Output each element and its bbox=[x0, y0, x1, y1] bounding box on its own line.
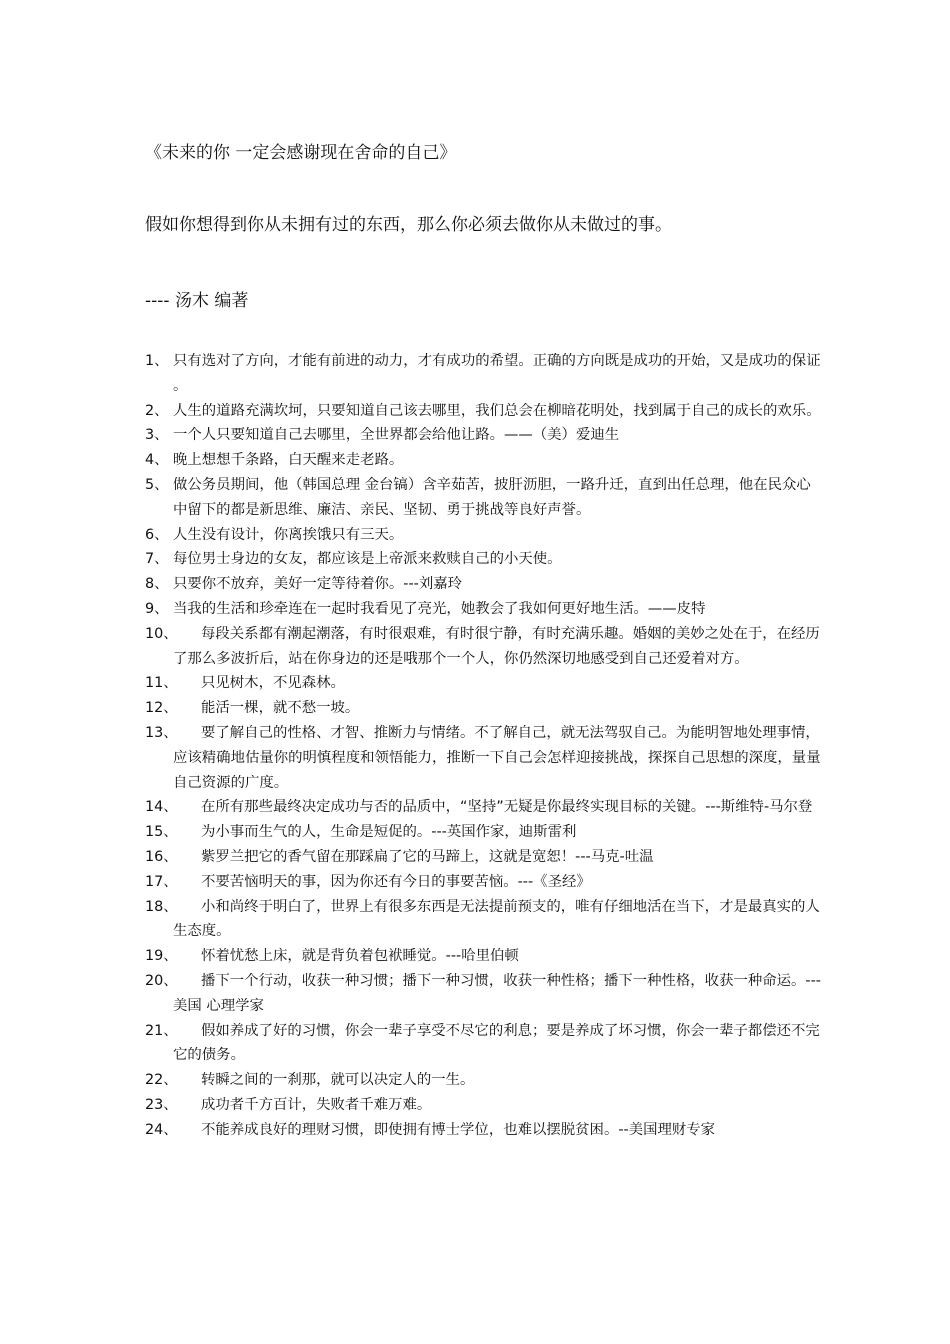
quote-number: 12、 bbox=[145, 700, 178, 717]
quote-number: 11、 bbox=[145, 675, 178, 692]
quote-text: 只要你不放弃，美好一定等待着你。---刘嘉玲 bbox=[173, 576, 463, 593]
quote-item bbox=[145, 523, 825, 548]
quote-number: 14、 bbox=[145, 799, 178, 816]
quote-text: 能活一棵，就不愁一坡。 bbox=[201, 700, 360, 717]
quote-text: 人生的道路充满坎坷，只要知道自己该去哪里，我们总会在柳暗花明处，找到属于自己的成长的欢乐。 bbox=[173, 402, 821, 419]
quote-item bbox=[145, 944, 825, 969]
quote-number: 15、 bbox=[145, 824, 178, 841]
quote-number: 13、 bbox=[145, 724, 178, 741]
quote-text: 假如养成了好的习惯，你会一辈子享受不尽它的利息；要是养成了坏习惯，你会一辈子都偿还不完它的债务。 bbox=[173, 1022, 820, 1064]
quote-item bbox=[145, 1019, 825, 1069]
quote-text: 成功者千方百计，失败者千难万难。 bbox=[201, 1096, 432, 1113]
quote-item bbox=[145, 448, 825, 473]
quote-text: 不要苦恼明天的事，因为你还有今日的事要苦恼。---《圣经》 bbox=[201, 873, 591, 890]
quote-item bbox=[145, 1093, 825, 1118]
quote-item bbox=[145, 597, 825, 622]
quote-item bbox=[145, 721, 825, 795]
quote-item bbox=[145, 423, 825, 448]
quote-item bbox=[145, 1118, 825, 1143]
quote-number: 9、 bbox=[145, 600, 169, 617]
quote-text: 一个人只要知道自己去哪里，全世界都会给他让路。——（美）爱迪生 bbox=[173, 427, 620, 444]
quote-number: 19、 bbox=[145, 948, 178, 965]
quote-text: 只见树木，不见森林。 bbox=[201, 675, 345, 692]
quote-item bbox=[145, 671, 825, 696]
quote-text: 要了解自己的性格、才智、推断力与情绪。不了解自己，就无法驾驭自己。为能明智地处理事情，应该精确地估量你的明慎程度和领悟能力，推断一下自己会怎样迎接挑战，探探自己思想的深度，量量自己资源的广度。 bbox=[173, 724, 821, 791]
epigraph: 假如你想得到你从未拥有过的东西，那么你必须去做你从未做过的事。 bbox=[145, 215, 672, 235]
quote-number: 18、 bbox=[145, 898, 178, 915]
quote-number: 6、 bbox=[145, 526, 169, 543]
quote-text: 人生没有设计，你离挨饿只有三天。 bbox=[173, 526, 404, 543]
quote-item bbox=[145, 349, 825, 399]
quote-text: 为小事而生气的人，生命是短促的。---英国作家，迪斯雷利 bbox=[201, 824, 577, 841]
quote-text: 每段关系都有潮起潮落，有时很艰难，有时很宁静，有时充满乐趣。婚姻的美妙之处在于，在经历了那么多波折后，站在你身边的还是哦那个一个人，你仍然深切地感受到自己还爱着对方。 bbox=[173, 625, 820, 667]
quote-text: 转瞬之间的一刹那，就可以决定人的一生。 bbox=[201, 1072, 475, 1089]
quote-text: 晚上想想千条路，白天醒来走老路。 bbox=[173, 452, 404, 469]
quote-text: 紫罗兰把它的香气留在那踩扁了它的马蹄上，这就是宽恕！---马克-吐温 bbox=[201, 848, 654, 865]
quote-number: 20、 bbox=[145, 972, 178, 989]
quote-item bbox=[145, 622, 825, 672]
quote-item bbox=[145, 969, 825, 1019]
quote-text: 播下一个行动，收获一种习惯；播下一种习惯，收获一种性格；播下一种性格，收获一种命运。---美国 心理学家 bbox=[173, 972, 821, 1014]
quote-item bbox=[145, 895, 825, 945]
quote-number: 3、 bbox=[145, 427, 169, 444]
quote-text: 不能养成良好的理财习惯，即使拥有博士学位，也难以摆脱贫困。--美国理财专家 bbox=[201, 1121, 716, 1138]
quote-item bbox=[145, 795, 825, 820]
quote-item bbox=[145, 696, 825, 721]
quote-item bbox=[145, 1068, 825, 1093]
quote-text: 做公务员期间，他（韩国总理 金台镐）含辛茹苦，披肝沥胆，一路升迁，直到出任总理，他在民众心中留下的都是新思维、廉洁、亲民、坚韧、勇于挑战等良好声誉。 bbox=[173, 476, 811, 518]
quote-text: 每位男士身边的女友，都应该是上帝派来救赎自己的小天使。 bbox=[173, 551, 562, 568]
quote-number: 4、 bbox=[145, 452, 169, 469]
document-title: 《未来的你 一定会感谢现在舍命的自己》 bbox=[145, 143, 457, 163]
quote-text: 在所有那些最终决定成功与否的品质中，“坚持”无疑是你最终实现目标的关键。---斯维特-马尔登 bbox=[201, 799, 813, 816]
quote-number: 24、 bbox=[145, 1121, 178, 1138]
quote-text: 怀着忧愁上床，就是背负着包袱睡觉。---哈里伯顿 bbox=[201, 948, 519, 965]
author-line: ---- 汤木 编著 bbox=[145, 291, 249, 311]
quote-number: 22、 bbox=[145, 1072, 178, 1089]
quote-item bbox=[145, 845, 825, 870]
quote-item bbox=[145, 473, 825, 523]
quote-item bbox=[145, 820, 825, 845]
quote-number: 23、 bbox=[145, 1096, 178, 1113]
quote-item bbox=[145, 870, 825, 895]
quote-number: 5、 bbox=[145, 476, 169, 493]
quote-number: 17、 bbox=[145, 873, 178, 890]
quote-item bbox=[145, 399, 825, 424]
quote-text: 小和尚终于明白了，世界上有很多东西是无法提前预支的，唯有仔细地活在当下，才是最真实的人生态度。 bbox=[173, 898, 820, 940]
quote-number: 8、 bbox=[145, 576, 169, 593]
quote-number: 2、 bbox=[145, 402, 169, 419]
quote-text: 只有选对了方向，才能有前进的动力，才有成功的希望。正确的方向既是成功的开始，又是成功的保证 。 bbox=[173, 353, 821, 394]
quote-list bbox=[145, 349, 825, 1143]
quote-number: 10、 bbox=[145, 625, 178, 642]
quote-text: 当我的生活和珍牵连在一起时我看见了亮光，她教会了我如何更好地生活。——皮特 bbox=[173, 600, 706, 617]
quote-number: 16、 bbox=[145, 848, 178, 865]
quote-item bbox=[145, 547, 825, 572]
quote-item bbox=[145, 572, 825, 597]
quote-number: 1、 bbox=[145, 353, 169, 369]
quote-number: 7、 bbox=[145, 551, 169, 568]
quote-number: 21、 bbox=[145, 1022, 178, 1039]
